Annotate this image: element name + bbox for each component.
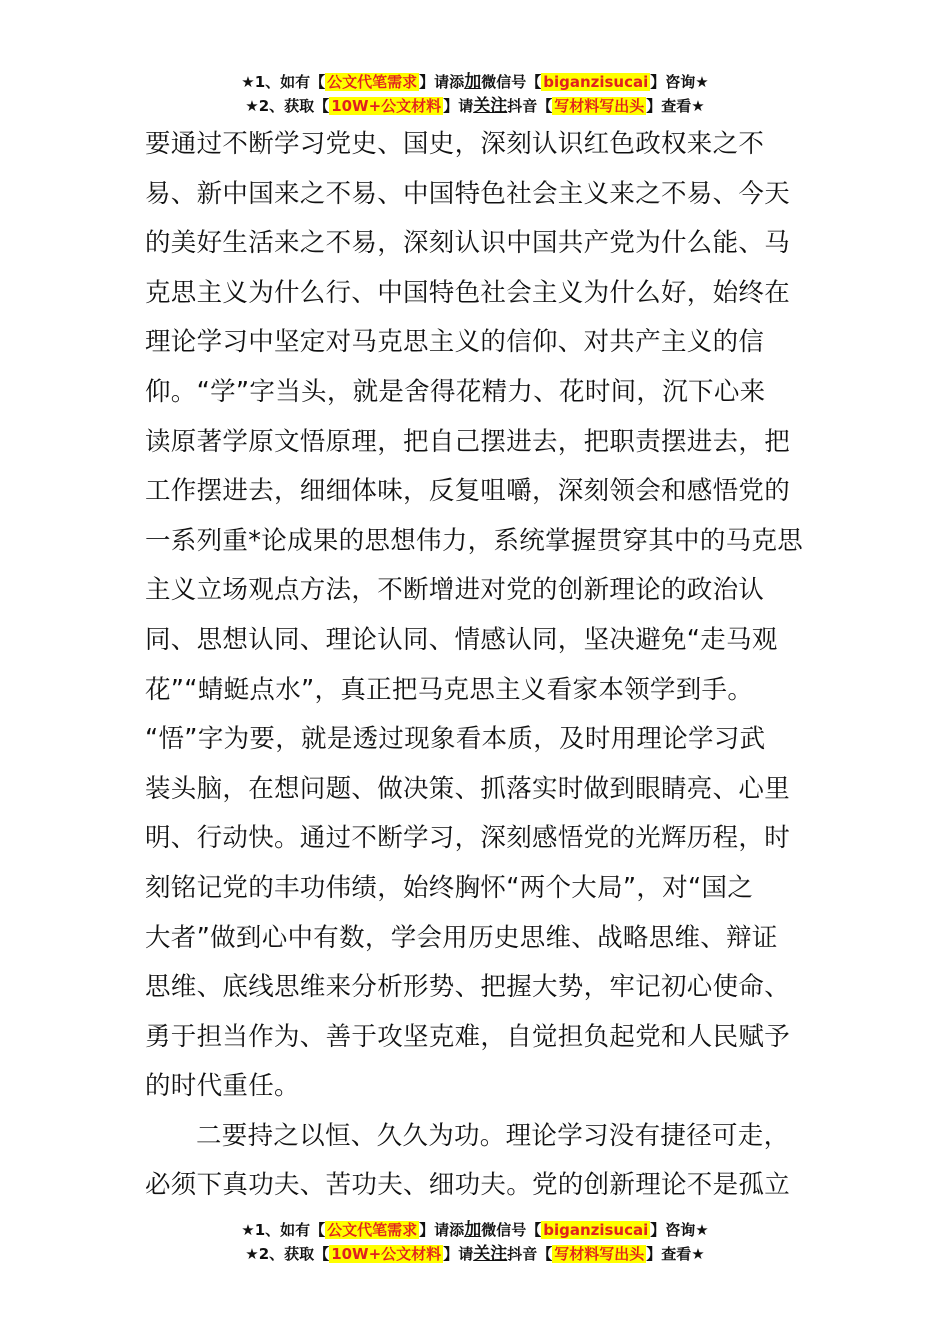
douyin-id-highlight: 写材料写出头	[554, 1245, 645, 1263]
text-line: 思维、底线思维来分析形势、把握大势，牢记初心使命、	[145, 972, 791, 1003]
banner-text: 微信号【	[481, 1221, 542, 1239]
underlined-text: 关注	[473, 96, 508, 116]
banner-text: 】请	[443, 97, 474, 115]
header-banner	[0, 70, 950, 118]
banner-text: 】咨询★	[650, 1221, 709, 1239]
banner-text: ★1、如有【	[241, 1221, 326, 1239]
highlight-tag: 10W+公文材料	[331, 97, 442, 115]
paragraph-2	[145, 1112, 810, 1211]
banner-text: ★2、获取【	[245, 97, 330, 115]
highlight-tag: 公文代笔需求	[327, 1221, 418, 1239]
banner-text: 微信号【	[481, 73, 542, 91]
text-line: 的时代重任。	[145, 1071, 300, 1102]
underlined-text: 加	[464, 1220, 482, 1240]
text-line: 理论学习中坚定对马克思主义的信仰、对共产主义的信	[145, 327, 765, 358]
text-line: “悟”字为要，就是透过现象看本质，及时用理论学习武	[145, 724, 766, 755]
text-line: 勇于担当作为、善于攻坚克难，自觉担负起党和人民赋予	[145, 1021, 791, 1052]
underlined-text: 关注	[473, 1244, 508, 1264]
wechat-id-highlight: biganzisucai	[543, 73, 649, 91]
footer-banner	[0, 1218, 950, 1266]
text-line: 工作摆进去，细细体味，反复咀嚼，深刻领会和感悟党的	[145, 476, 791, 507]
banner-text: 抖音【	[507, 97, 553, 115]
text-line: 明、行动快。通过不断学习，深刻感悟党的光辉历程，时	[145, 823, 791, 854]
text-line: 必须下真功夫、苦功夫、细功夫。党的创新理论不是孤立	[145, 1170, 791, 1201]
underlined-text: 加	[464, 72, 482, 92]
text-line: 要通过不断学习党史、国史，深刻认识红色政权来之不	[145, 129, 765, 159]
text-line: 仰。“学”字当头，就是舍得花精力、花时间，沉下心来	[145, 376, 766, 407]
text-line: 二要持之以恒、久久为功。理论学习没有捷径可走，	[196, 1120, 790, 1151]
text-line: 的美好生活来之不易，深刻认识中国共产党为什么能、马	[145, 228, 791, 259]
banner-line-1	[0, 1218, 950, 1242]
banner-line-2	[0, 1242, 950, 1266]
banner-text: 】请添	[419, 1221, 465, 1239]
wechat-id-highlight: biganzisucai	[543, 1221, 649, 1239]
text-line: 同、思想认同、理论认同、情感认同，坚决避免“走马观	[145, 624, 778, 655]
douyin-id-highlight: 写材料写出头	[554, 97, 645, 115]
text-line: 花”“蜻蜓点水”，真正把马克思主义看家本领学到手。	[145, 674, 754, 705]
text-line: 刻铭记党的丰功伟绩，始终胸怀“两个大局”，对“国之	[145, 872, 754, 903]
highlight-tag: 10W+公文材料	[331, 1245, 442, 1263]
banner-text: ★1、如有【	[241, 73, 326, 91]
text-line: 易、新中国来之不易、中国特色社会主义来之不易、今天	[145, 178, 791, 209]
banner-line-1	[0, 70, 950, 94]
banner-text: ★2、获取【	[245, 1245, 330, 1263]
text-line: 大者”做到心中有数，学会用历史思维、战略思维、辩证	[145, 922, 778, 953]
text-line: 主义立场观点方法，不断增进对党的创新理论的政治认	[145, 575, 765, 606]
banner-text: 】查看★	[646, 97, 705, 115]
document-body	[145, 120, 810, 1211]
banner-text: 】请添	[419, 73, 465, 91]
text-line: 装头脑，在想问题、做决策、抓落实时做到眼睛亮、心里	[145, 773, 791, 804]
banner-text: 】查看★	[646, 1245, 705, 1263]
text-line: 一系列重*论成果的思想伟力，系统掌握贯穿其中的马克思	[145, 525, 804, 556]
banner-line-2	[0, 94, 950, 118]
text-line: 读原著学原文悟原理，把自己摆进去，把职责摆进去，把	[145, 426, 791, 457]
text-line: 克思主义为什么行、中国特色社会主义为什么好，始终在	[145, 277, 791, 308]
banner-text: 抖音【	[507, 1245, 553, 1263]
banner-text: 】咨询★	[650, 73, 709, 91]
banner-text: 】请	[443, 1245, 474, 1263]
paragraph-1	[145, 120, 810, 1112]
highlight-tag: 公文代笔需求	[327, 73, 418, 91]
